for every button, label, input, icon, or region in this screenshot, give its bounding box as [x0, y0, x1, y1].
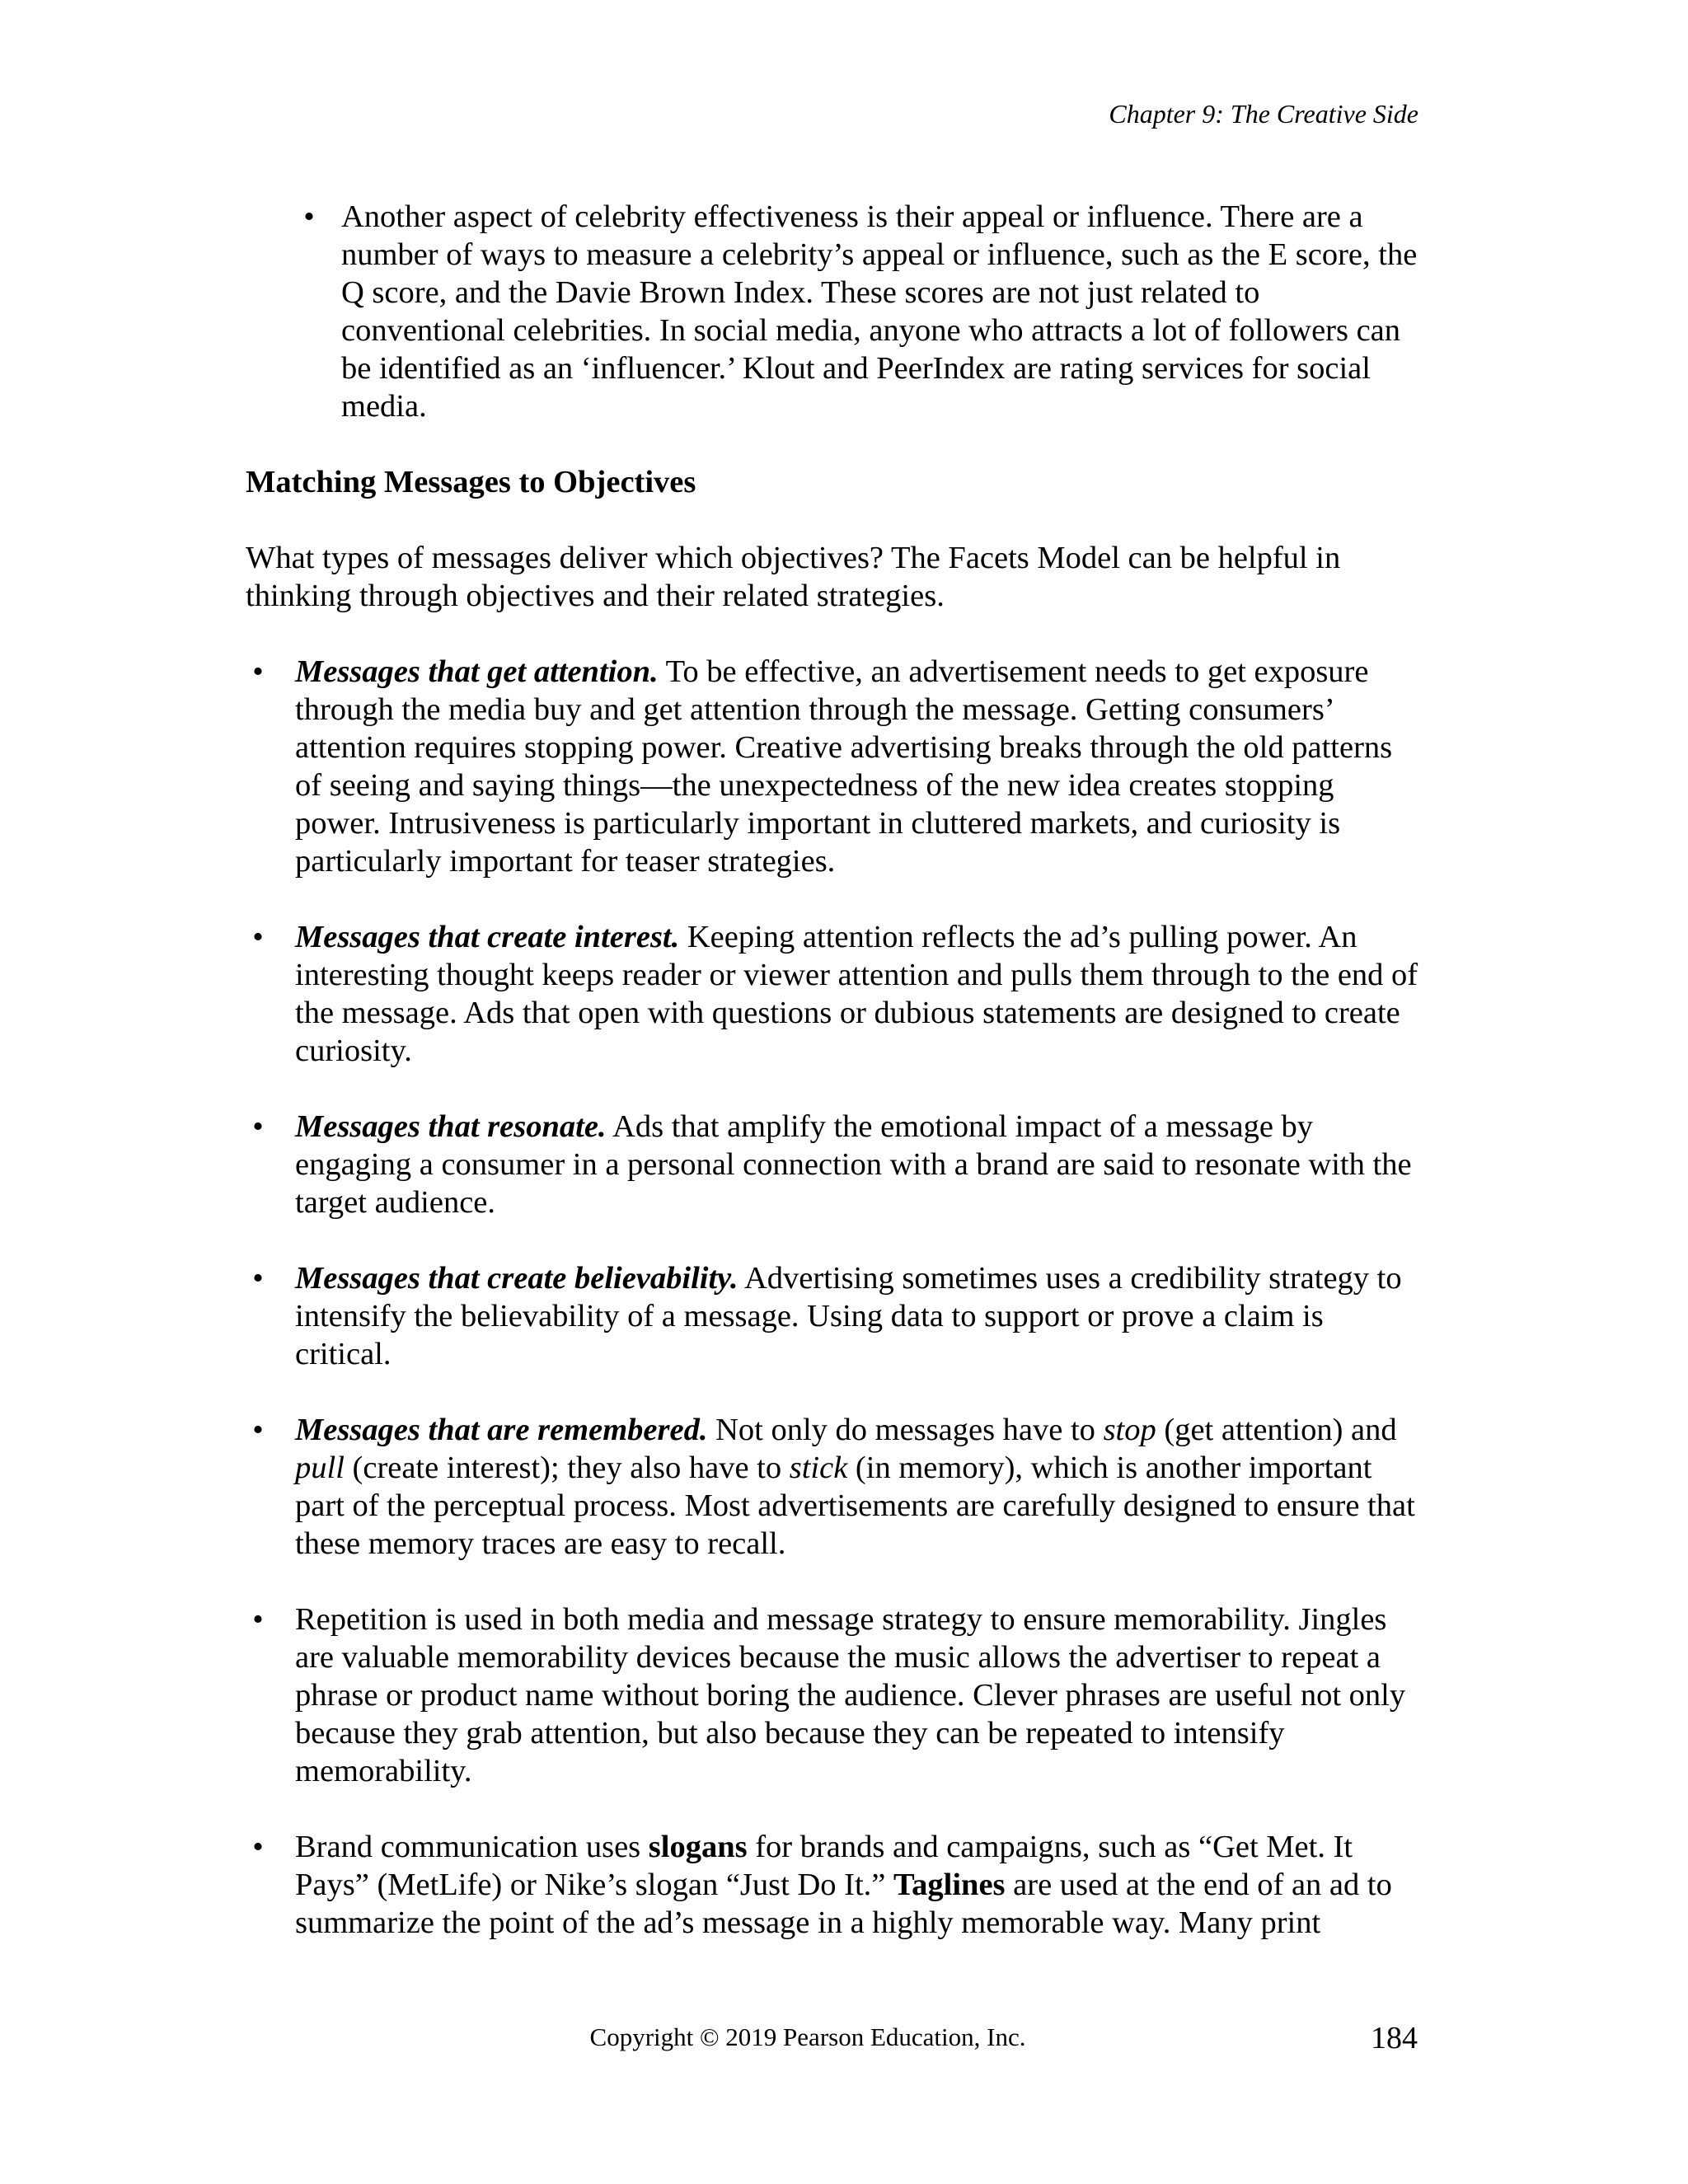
- bullet-text: Not only do messages have to: [707, 1413, 1104, 1447]
- bullet-icon: •: [252, 920, 264, 954]
- bullet-lead: Messages that are remembered.: [295, 1413, 708, 1447]
- interest-bullet: [246, 918, 1424, 1070]
- copyright-footer: Copyright © 2019 Pearson Education, Inc.: [589, 2022, 1026, 2051]
- bullet-icon: •: [252, 654, 264, 689]
- bullet-icon: •: [252, 1261, 264, 1296]
- running-head: Chapter 9: The Creative Side: [1109, 99, 1418, 129]
- bullet-lead: Messages that create believability.: [295, 1261, 738, 1296]
- emphasis-stick: stick: [789, 1451, 848, 1485]
- bullet-lead: Messages that get attention.: [295, 654, 659, 689]
- page-number: 184: [1371, 2021, 1418, 2055]
- bullet-text: Repetition is used in both media and message strategy to ensure memorability. Jingles are valuable memorability devices because the music allows the advertiser to repeat a phrase or product name without boring the audience. Clever phrases are useful not only because they grab attention, but also because they can be repeated to intensify memorability.: [295, 1602, 1406, 1788]
- repetition-bullet: [246, 1601, 1424, 1790]
- emphasis-pull: pull: [295, 1451, 345, 1485]
- bullet-text: Keeping attention reflects the ad’s pulling power. An interesting thought keeps reader or viewer attention and pulls them through to the end of the message. Ads that open with questions or dubious statements are designed to create curiosity.: [295, 920, 1418, 1068]
- bullet-text: Ads that amplify the emotional impact of a message by engaging a consumer in a personal connection with a brand are said to resonate with the target audience.: [295, 1109, 1412, 1220]
- bullet-icon: •: [252, 1830, 264, 1864]
- bullet-text: To be effective, an advertisement needs to get exposure through the media buy and get attention through the message. Getting consumers’ attention requires stopping power. Creative advertising breaks through the old patterns of seeing and saying things—the unexpectedness of the new idea creates stopping power. Intrusiveness is particularly important in cluttered markets, and curiosity is particularly important for teaser strategies.: [295, 654, 1393, 879]
- page-content: [246, 198, 1424, 1980]
- emphasis-stop: stop: [1103, 1413, 1156, 1447]
- bullet-icon: •: [303, 199, 315, 234]
- bullet-text: Another aspect of celebrity effectiveness is their appeal or influence. There are a number of ways to measure a celebrity’s appeal or influence, such as the E score, the Q score, and the Davie Brown Index. These scores are not just related to conventional celebrities. In social media, anyone who attracts a lot of followers can be identified as an ‘influencer.’ Klout and PeerIndex are rating services for social media.: [341, 199, 1418, 424]
- bullet-icon: •: [252, 1413, 264, 1447]
- bullet-lead: Messages that create interest.: [295, 920, 680, 954]
- bullet-text: (create interest); they also have to: [344, 1451, 790, 1485]
- bullet-icon: •: [252, 1109, 264, 1144]
- section-intro: What types of messages deliver which objectives? The Facets Model can be helpful in thinking through objectives and their related strategies.: [246, 541, 1341, 613]
- attention-bullet: [246, 653, 1424, 880]
- bullet-lead: Messages that resonate.: [295, 1109, 607, 1144]
- believability-bullet: [246, 1259, 1424, 1373]
- bullet-text: for brands and campaigns, such as “Get Met. It Pays” (MetLife) or Nike’s slogan “Just Do It.”: [295, 1830, 1353, 1902]
- bullet-text: Brand communication uses: [295, 1830, 649, 1864]
- bullet-text: Advertising sometimes uses a credibility strategy to intensify the believability of a message. Using data to support or prove a claim is critical.: [295, 1261, 1402, 1371]
- bullet-text: (get attention) and: [1156, 1413, 1397, 1447]
- resonate-bullet: [246, 1108, 1424, 1221]
- celebrity-influence-bullet: [297, 198, 1424, 425]
- bullet-text: are used at the end of an ad to summarize the point of the ad’s message in a highly memorable way. Many print: [295, 1868, 1392, 1940]
- remembered-bullet: [246, 1411, 1424, 1563]
- bullet-text: (in memory), which is another important part of the perceptual process. Most advertisements are carefully designed to ensure that these memory traces are easy to recall.: [295, 1451, 1415, 1561]
- term-taglines: Taglines: [893, 1868, 1006, 1902]
- bullet-icon: •: [252, 1602, 264, 1637]
- term-slogans: slogans: [648, 1830, 748, 1864]
- section-heading: Matching Messages to Objectives: [246, 465, 696, 499]
- slogans-bullet: [246, 1828, 1424, 1942]
